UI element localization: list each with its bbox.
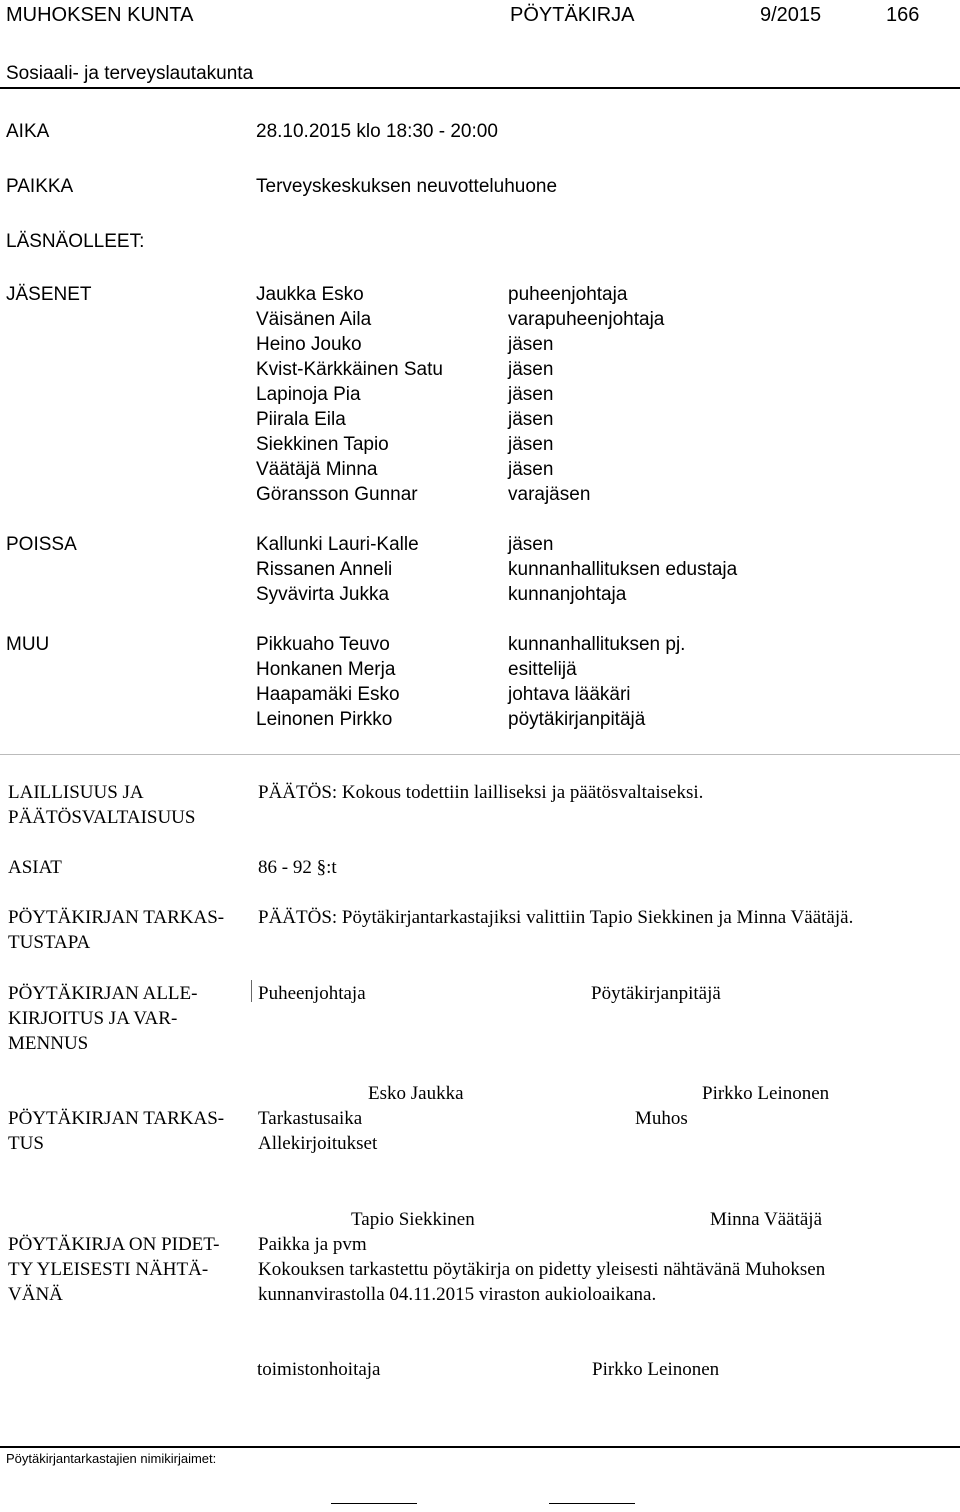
cursor-bar (251, 980, 252, 1002)
asiat-label: ASIAT (8, 857, 62, 878)
tarkastus-label-1: PÖYTÄKIRJAN TARKAS- (8, 1108, 225, 1129)
member-name: Piirala Eila (256, 409, 346, 430)
other-name: Honkanen Merja (256, 659, 396, 680)
member-role: jäsen (508, 434, 554, 455)
other-role: pöytäkirjanpitäjä (508, 709, 646, 730)
poissa-label: POISSA (6, 534, 77, 555)
member-name: Heino Jouko (256, 334, 362, 355)
tarkastus-label-2: TUS (8, 1133, 44, 1154)
absent-role: kunnanhallituksen edustaja (508, 559, 738, 580)
clerk-role: toimistonhoitaja (257, 1359, 381, 1380)
other-role: esittelijä (508, 659, 577, 680)
laillisuus-label-2: PÄÄTÖSVALTAISUUS (8, 807, 196, 828)
nahtavana-label-3: VÄNÄ (8, 1284, 63, 1305)
lasnaolleet-label: LÄSNÄOLLEET: (6, 231, 145, 252)
member-role: varapuheenjohtaja (508, 309, 665, 330)
member-role: jäsen (508, 409, 554, 430)
member-name: Lapinoja Pia (256, 384, 361, 405)
nahtavana-label-1: PÖYTÄKIRJA ON PIDET- (8, 1234, 220, 1255)
member-name: Jaukka Esko (256, 284, 364, 305)
municipality-name: MUHOKSEN KUNTA (6, 4, 194, 26)
nahtavana-text-1: Kokouksen tarkastettu pöytäkirja on pidetty yleisesti nähtävänä Muhoksen (258, 1259, 826, 1280)
laillisuus-label-1: LAILLISUUS JA (8, 782, 144, 803)
allekirjoitus-label-3: MENNUS (8, 1033, 89, 1054)
initials-line-1 (331, 1503, 417, 1504)
tarkastus-place: Muhos (635, 1108, 688, 1129)
inspector-2-name: Minna Väätäjä (710, 1209, 823, 1230)
member-role: jäsen (508, 334, 554, 355)
tarkastusaika-label: Tarkastusaika (258, 1108, 363, 1129)
board-name: Sosiaali- ja terveyslautakunta (6, 63, 254, 84)
laillisuus-decision: PÄÄTÖS: Kokous todettiin lailliseksi ja päätösvaltaiseksi. (258, 782, 704, 803)
member-role: puheenjohtaja (508, 284, 628, 305)
absent-role: kunnanjohtaja (508, 584, 627, 605)
document-type: PÖYTÄKIRJA (510, 4, 635, 26)
footer-rule (0, 1446, 960, 1448)
member-name: Väisänen Aila (256, 309, 372, 330)
member-role: jäsen (508, 459, 554, 480)
allekirjoitukset-label: Allekirjoitukset (258, 1133, 378, 1154)
place-date-label: Paikka ja pvm (258, 1234, 367, 1255)
other-name: Haapamäki Esko (256, 684, 400, 705)
secretary-role: Pöytäkirjanpitäjä (591, 983, 721, 1004)
member-name: Göransson Gunnar (256, 484, 418, 505)
absent-name: Rissanen Anneli (256, 559, 393, 580)
member-name: Väätäjä Minna (256, 459, 378, 480)
initials-label: Pöytäkirjantarkastajien nimikirjaimet: (6, 1451, 217, 1466)
clerk-name: Pirkko Leinonen (592, 1359, 720, 1380)
secretary-signature-name: Pirkko Leinonen (702, 1083, 830, 1104)
muu-label: MUU (6, 634, 50, 655)
allekirjoitus-label-1: PÖYTÄKIRJAN ALLE- (8, 983, 198, 1004)
other-role: kunnanhallituksen pj. (508, 634, 686, 655)
member-name: Kvist-Kärkkäinen Satu (256, 359, 443, 380)
paikka-value: Terveyskeskuksen neuvotteluhuone (256, 176, 558, 197)
member-role: varajäsen (508, 484, 591, 505)
absent-role: jäsen (508, 534, 554, 555)
header-rule (0, 87, 960, 89)
initials-line-2 (549, 1503, 635, 1504)
member-name: Siekkinen Tapio (256, 434, 389, 455)
member-role: jäsen (508, 384, 554, 405)
inspector-1-name: Tapio Siekkinen (351, 1209, 475, 1230)
absent-name: Kallunki Lauri-Kalle (256, 534, 419, 555)
asiat-value: 86 - 92 §:t (258, 857, 337, 878)
tarkastustapa-decision: PÄÄTÖS: Pöytäkirjantarkastajiksi valittiin Tapio Siekkinen ja Minna Väätäjä. (258, 907, 854, 928)
jasenet-label: JÄSENET (6, 284, 92, 305)
tarkastustapa-label-2: TUSTAPA (8, 932, 91, 953)
absent-name: Syvävirta Jukka (256, 584, 390, 605)
chair-signature-name: Esko Jaukka (368, 1083, 464, 1104)
other-name: Pikkuaho Teuvo (256, 634, 390, 655)
aika-value: 28.10.2015 klo 18:30 - 20:00 (256, 121, 498, 142)
tarkastustapa-label-1: PÖYTÄKIRJAN TARKAS- (8, 907, 225, 928)
aika-label: AIKA (6, 121, 50, 142)
section-divider (0, 754, 960, 755)
other-name: Leinonen Pirkko (256, 709, 393, 730)
nahtavana-text-2: kunnanvirastolla 04.11.2015 viraston aukioloaikana. (258, 1284, 657, 1305)
page-number: 166 (886, 4, 920, 26)
allekirjoitus-label-2: KIRJOITUS JA VAR- (8, 1008, 178, 1029)
other-role: johtava lääkäri (508, 684, 631, 705)
document-number: 9/2015 (760, 4, 822, 26)
nahtavana-label-2: TY YLEISESTI NÄHTÄ- (8, 1259, 209, 1280)
member-role: jäsen (508, 359, 554, 380)
paikka-label: PAIKKA (6, 176, 74, 197)
chair-role: Puheenjohtaja (258, 983, 366, 1004)
